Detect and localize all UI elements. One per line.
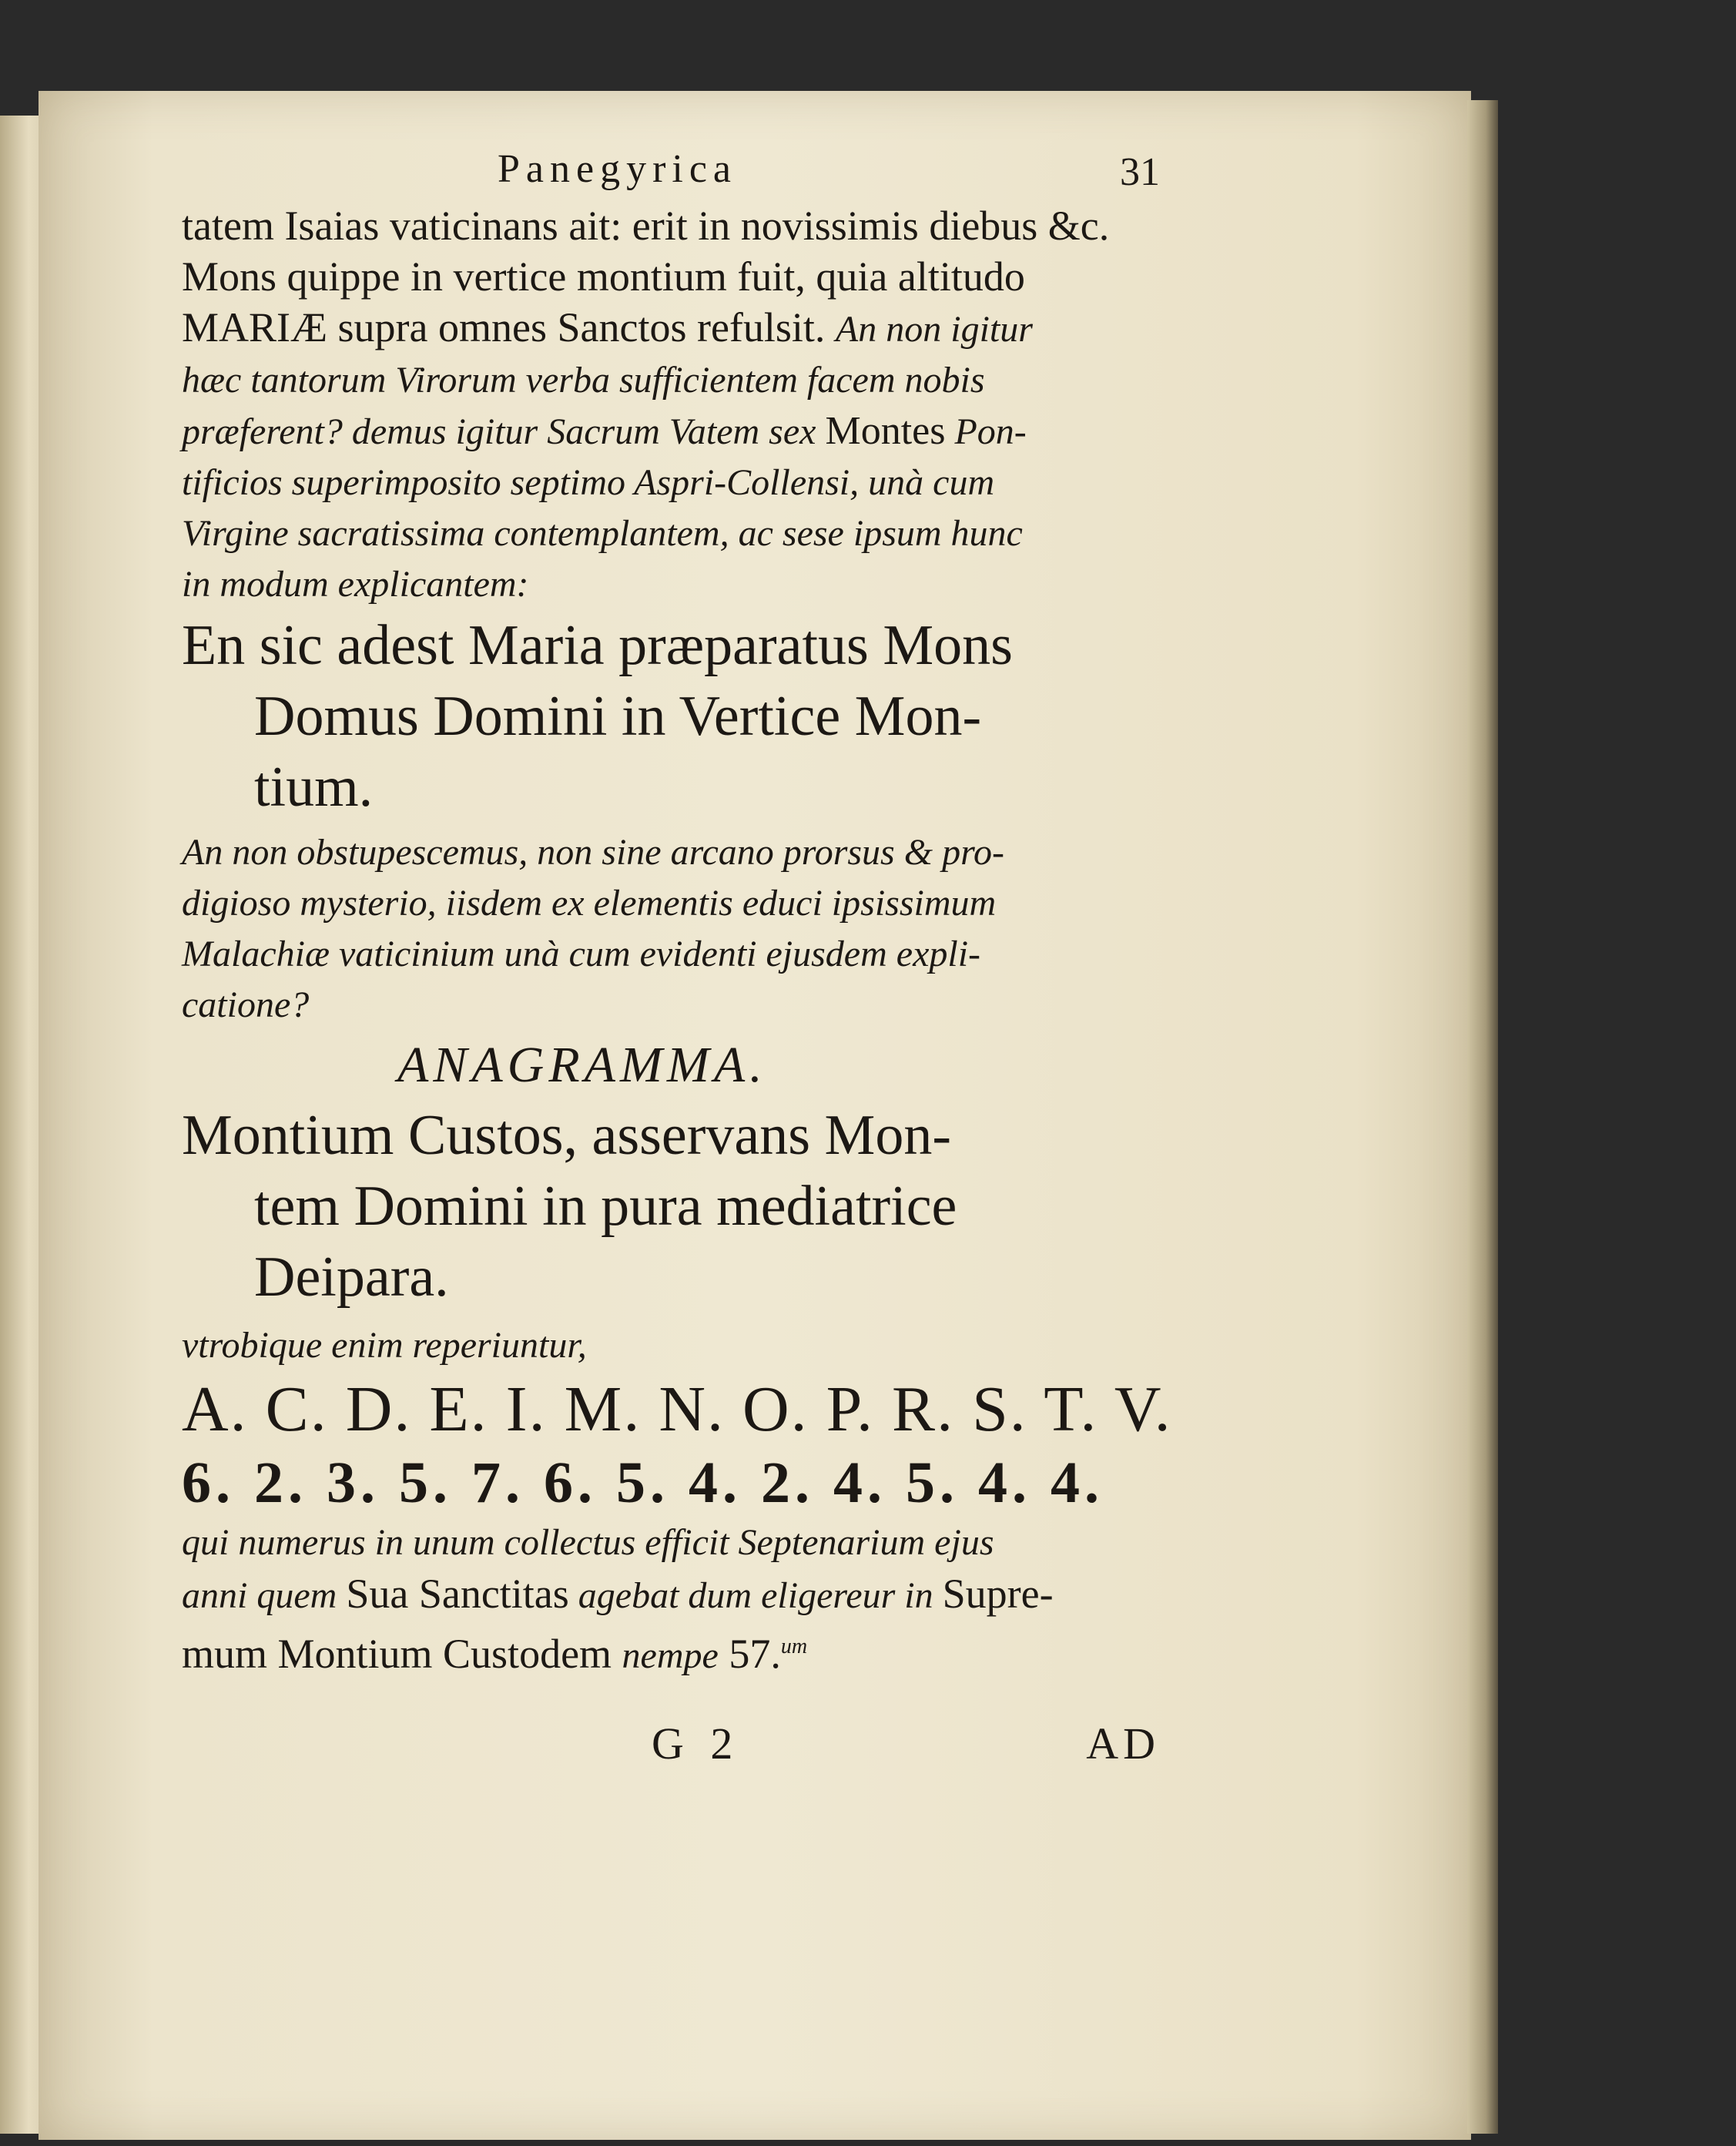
running-head <box>182 146 1160 200</box>
text-span-italic: agebat dum eligereur in <box>578 1575 933 1616</box>
page-number: 31 <box>1120 150 1160 194</box>
display-line: Deipara. <box>254 1246 449 1309</box>
text-line-italic: Malachiæ vaticinium unà cum evidenti ejusdem expli- <box>182 934 981 974</box>
text-line-italic: catione? <box>182 984 310 1025</box>
text-line-mixed <box>182 1568 1160 1621</box>
text-span-italic: anni quem <box>182 1575 337 1616</box>
text-line: tatem Isaias vaticinans ait: erit in novissimis diebus &c. <box>182 203 1110 249</box>
text-line-italic: Virgine sacratissima contemplantem, ac sese ipsum hunc <box>182 513 1023 554</box>
page-footer <box>182 1718 1160 1779</box>
text-span: 57. <box>729 1631 781 1677</box>
signature-mark: G 2 <box>652 1718 741 1769</box>
text-line: Mons quippe in vertice montium fuit, quia altitudo <box>182 253 1025 300</box>
display-line: Domus Domini in Vertice Mon- <box>254 685 982 748</box>
text-span-italic: præferent? demus igitur Sacrum Vatem sex <box>182 411 816 452</box>
text-span: Supre- <box>942 1571 1054 1617</box>
text-line-italic <box>182 406 1160 458</box>
text-span-italic: An non igitur <box>835 309 1033 350</box>
text-span: MARIÆ supra omnes Sanctos refulsit. <box>182 304 826 350</box>
text-line-italic: digioso mysterio, iisdem ex elementis educi ipsissimum <box>182 883 997 924</box>
text-line-italic: in modum explicantem: <box>182 564 529 605</box>
text-line-italic: An non obstupescemus, non sine arcano prorsus & pro- <box>182 832 1004 873</box>
page-text <box>182 146 1172 1682</box>
text-span: mum Montium Custodem <box>182 1631 612 1677</box>
display-line: tium. <box>254 756 374 819</box>
text-line-italic: vtrobique enim reperiuntur, <box>182 1325 587 1366</box>
letters-row: A. C. D. E. I. M. N. O. P. R. S. T. V. <box>182 1373 1172 1445</box>
page-fore-edge <box>1467 100 1498 2134</box>
text-line-italic: hæc tantorum Virorum verba sufficientem facem nobis <box>182 360 985 401</box>
anagram-heading: ANAGRAMMA. <box>397 1037 767 1093</box>
text-line <box>182 302 1160 355</box>
text-line-mixed <box>182 1621 1160 1682</box>
display-line: Montium Custos, asservans Mon- <box>182 1104 951 1167</box>
running-title: Panegyrica <box>498 147 738 191</box>
display-line: tem Domini in pura mediatrice <box>254 1175 957 1238</box>
text-span-italic: nempe <box>622 1635 719 1676</box>
superscript: um <box>780 1635 808 1658</box>
display-line: En sic adest Maria præparatus Mons <box>182 614 1013 677</box>
catchword: AD <box>1086 1718 1160 1769</box>
text-span: Sua Sanctitas <box>346 1571 569 1617</box>
text-span-italic: Pon- <box>954 411 1027 452</box>
text-span: Montes <box>825 409 946 453</box>
text-line-italic: qui numerus in unum collectus efficit Septenarium ejus <box>182 1522 994 1563</box>
numbers-row: 6. 2. 3. 5. 7. 6. 5. 4. 2. 4. 5. 4. 4. <box>182 1450 1104 1515</box>
text-line-italic: tificios superimposito septimo Aspri-Collensi, unà cum <box>182 462 995 503</box>
